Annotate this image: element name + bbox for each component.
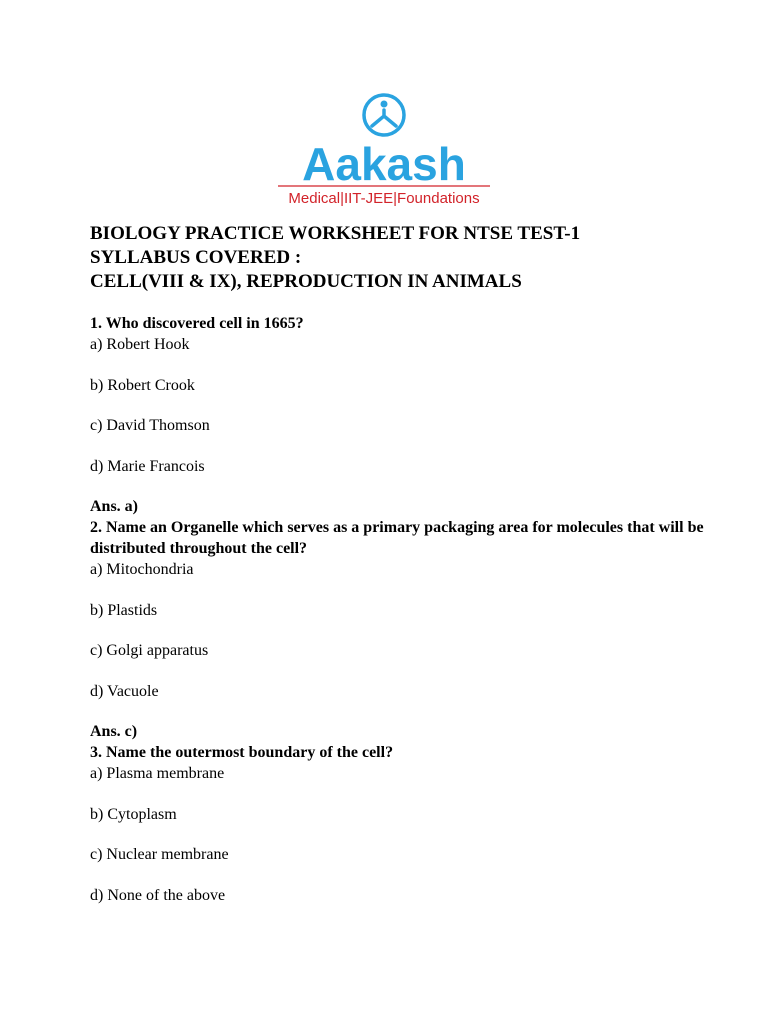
option-a: a) Mitochondria — [90, 561, 194, 578]
syllabus-topics: CELL(VIII & IX), REPRODUCTION IN ANIMALS — [90, 271, 522, 292]
question-text: 2. Name an Organelle which serves as a primary packaging area for molecules that will be distributed throughout the cell? — [90, 519, 704, 557]
answer: Ans. c) — [90, 723, 138, 740]
option-b: b) Plastids — [90, 601, 158, 619]
worksheet-title: BIOLOGY PRACTICE WORKSHEET FOR NTSE TEST-1 — [90, 223, 581, 244]
option-a: a) Robert Hook — [90, 336, 190, 353]
aakash-emblem-icon — [364, 95, 404, 135]
answer: Ans. a) — [90, 498, 139, 515]
question-1 — [90, 313, 710, 517]
aakash-logo — [274, 92, 494, 208]
option-c: c) Nuclear membrane — [90, 846, 229, 863]
question-text: 1. Who discovered cell in 1665? — [90, 315, 304, 332]
option-d: d) None of the above — [90, 886, 226, 904]
option-d: d) Marie Francois — [90, 457, 205, 475]
option-b: b) Cytoplasm — [90, 805, 177, 823]
option-a: a) Plasma membrane — [90, 765, 225, 782]
brand-tagline: Medical|IIT-JEE|Foundations — [288, 190, 480, 207]
option-c: c) Golgi apparatus — [90, 642, 209, 659]
question-text: 3. Name the outermost boundary of the cell? — [90, 744, 394, 761]
option-b: b) Robert Crook — [90, 376, 195, 394]
option-c: c) David Thomson — [90, 417, 210, 434]
brand-name: Aakash — [302, 138, 466, 190]
worksheet-content — [90, 222, 710, 925]
option-d: d) Vacuole — [90, 682, 159, 700]
syllabus-heading: SYLLABUS COVERED : — [90, 247, 302, 268]
question-2 — [90, 517, 710, 742]
question-3 — [90, 742, 710, 906]
